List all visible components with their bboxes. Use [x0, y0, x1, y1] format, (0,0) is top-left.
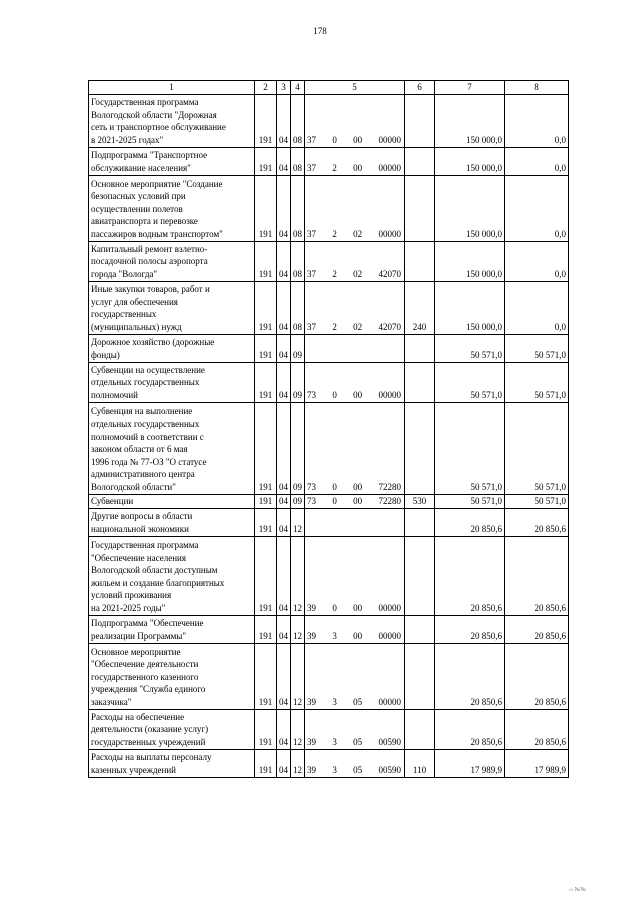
- subsection-code: 09: [291, 334, 305, 362]
- header-col-2: 2: [255, 81, 277, 95]
- code-part-activity: 00: [353, 163, 363, 173]
- code-part-activity: 00: [353, 496, 363, 506]
- amount-col-8: 50 571,0: [505, 334, 569, 362]
- row-name-cell: [89, 536, 255, 615]
- header-col-4: 4: [291, 81, 305, 95]
- subsection-code: 12: [291, 536, 305, 615]
- row-name: Расходы на обеспечение деятельности (оказание услуг) государственных учреждений: [91, 711, 209, 747]
- code-part-program: 39: [307, 765, 316, 775]
- code-part-program: 37: [307, 269, 316, 279]
- expense-type-code: [405, 615, 435, 643]
- row-name-cell: [89, 749, 255, 777]
- table-row: [89, 362, 569, 402]
- code-part-program: 37: [307, 135, 316, 145]
- code-part-program: 73: [307, 496, 316, 506]
- code-part-direction: 72280: [378, 496, 401, 506]
- row-name: Государственная программа "Обеспечение населения Вологодской области доступным жильем и создание благоприятных условий проживания на 2021-2025 годы": [91, 540, 225, 613]
- amount-col-7: 150 000,0: [435, 281, 505, 334]
- expense-type-code: [405, 94, 435, 147]
- row-name: Государственная программа Вологодской области "Дорожная сеть и транспортное обслуживание в 2021-2025 годах": [91, 97, 226, 145]
- amount-col-7: 150 000,0: [435, 94, 505, 147]
- table-row: [89, 94, 569, 147]
- admin-code: 191: [255, 494, 277, 508]
- section-code: 04: [277, 241, 291, 281]
- admin-code: 191: [255, 362, 277, 402]
- table-row: [89, 402, 569, 494]
- target-article-parts: [305, 495, 404, 508]
- code-part-subprogram: 2: [332, 163, 337, 173]
- amount-col-7: 150 000,0: [435, 147, 505, 175]
- code-part-activity: 02: [353, 229, 363, 239]
- code-part-direction: 00000: [378, 631, 401, 641]
- code-part-subprogram: 2: [332, 269, 337, 279]
- target-article-code: [305, 362, 405, 402]
- amount-col-7: 50 571,0: [435, 362, 505, 402]
- target-article-parts: [305, 696, 404, 709]
- code-part-subprogram: 0: [332, 482, 337, 492]
- row-name-cell: [89, 615, 255, 643]
- target-article-code: [305, 749, 405, 777]
- table-row: [89, 147, 569, 175]
- table-row: [89, 334, 569, 362]
- expense-type-code: [405, 643, 435, 709]
- row-name-cell: [89, 147, 255, 175]
- target-article-parts: [305, 134, 404, 147]
- code-part-subprogram: 3: [332, 765, 337, 775]
- code-part-subprogram: 0: [332, 135, 337, 145]
- amount-col-8: 20 850,6: [505, 615, 569, 643]
- code-part-activity: 02: [353, 322, 363, 332]
- table-row: [89, 241, 569, 281]
- footer-mark: ‹‹ №№: [569, 887, 586, 893]
- table-row: [89, 536, 569, 615]
- target-article-code: [305, 643, 405, 709]
- row-name: Основное мероприятие "Создание безопасных условий при осуществлении полетов авиатранспорта и перевозке пассажиров водным транспортом": [91, 178, 223, 239]
- table-row: [89, 615, 569, 643]
- section-code: 04: [277, 643, 291, 709]
- row-name-cell: [89, 508, 255, 536]
- section-code: 04: [277, 508, 291, 536]
- code-part-subprogram: 2: [332, 322, 337, 332]
- subsection-code: 09: [291, 402, 305, 494]
- row-name-cell: [89, 334, 255, 362]
- row-name: Субвенция на выполнение отдельных государственных полномочий в соответствии с законом области от 6 мая 1996 года № 77-ОЗ "О статусе административного центра Вологодской области": [91, 406, 207, 492]
- section-code: 04: [277, 281, 291, 334]
- header-col-7: 7: [435, 81, 505, 95]
- header-col-8: 8: [505, 81, 569, 95]
- table-row: [89, 281, 569, 334]
- target-article-code: [305, 615, 405, 643]
- amount-col-7: 20 850,6: [435, 508, 505, 536]
- subsection-code: 09: [291, 362, 305, 402]
- amount-col-8: 0,0: [505, 281, 569, 334]
- section-code: 04: [277, 615, 291, 643]
- amount-col-8: 0,0: [505, 94, 569, 147]
- row-name-cell: [89, 494, 255, 508]
- table-row: [89, 508, 569, 536]
- code-part-direction: 00000: [378, 603, 401, 613]
- code-part-activity: 05: [353, 697, 363, 707]
- amount-col-7: 150 000,0: [435, 175, 505, 241]
- expense-type-code: [405, 508, 435, 536]
- amount-col-7: 17 989,9: [435, 749, 505, 777]
- table-body: [89, 81, 569, 778]
- amount-col-8: 0,0: [505, 147, 569, 175]
- row-name: Расходы на выплаты персоналу казенных учреждений: [91, 752, 212, 775]
- expense-type-code: [405, 147, 435, 175]
- admin-code: 191: [255, 94, 277, 147]
- budget-table: [88, 80, 569, 778]
- code-part-subprogram: 2: [332, 229, 337, 239]
- target-article-code: [305, 536, 405, 615]
- code-part-direction: 42070: [378, 269, 401, 279]
- code-part-subprogram: 3: [332, 737, 337, 747]
- expense-type-code: [405, 402, 435, 494]
- code-part-program: 39: [307, 697, 316, 707]
- code-part-program: 73: [307, 482, 316, 492]
- target-article-parts: [305, 630, 404, 643]
- code-part-program: 39: [307, 603, 316, 613]
- code-part-activity: 02: [353, 269, 363, 279]
- expense-type-code: [405, 334, 435, 362]
- code-part-direction: 00000: [378, 697, 401, 707]
- target-article-code: [305, 241, 405, 281]
- row-name: Основное мероприятие "Обеспечение деятельности государственного казенного учреждения "Служба единого заказчика": [91, 646, 206, 707]
- amount-col-8: 20 850,6: [505, 709, 569, 749]
- target-article-code: [305, 147, 405, 175]
- admin-code: 191: [255, 643, 277, 709]
- expense-type-code: [405, 175, 435, 241]
- amount-col-7: 20 850,6: [435, 536, 505, 615]
- code-part-direction: 72280: [378, 482, 401, 492]
- admin-code: 191: [255, 749, 277, 777]
- amount-col-8: 0,0: [505, 241, 569, 281]
- row-name-cell: [89, 643, 255, 709]
- target-article-parts: [305, 764, 404, 777]
- amount-col-8: 50 571,0: [505, 494, 569, 508]
- amount-col-7: 20 850,6: [435, 643, 505, 709]
- amount-col-8: 20 850,6: [505, 643, 569, 709]
- row-name-cell: [89, 241, 255, 281]
- section-code: 04: [277, 749, 291, 777]
- row-name: Капитальный ремонт взлетно- посадочной полосы аэропорта города "Вологда": [91, 243, 208, 279]
- row-name: Дорожное хозяйство (дорожные фонды): [91, 337, 215, 360]
- code-part-direction: 00590: [378, 765, 401, 775]
- table-row: [89, 643, 569, 709]
- row-name-cell: [89, 709, 255, 749]
- expense-type-code: [405, 536, 435, 615]
- section-code: 04: [277, 147, 291, 175]
- row-name: Другие вопросы в области национальной экономики: [91, 511, 193, 534]
- header-col-3: 3: [277, 81, 291, 95]
- target-article-code: [305, 494, 405, 508]
- section-code: 04: [277, 175, 291, 241]
- code-part-direction: 00590: [378, 737, 401, 747]
- row-name-cell: [89, 402, 255, 494]
- code-part-activity: 00: [353, 135, 363, 145]
- admin-code: 191: [255, 709, 277, 749]
- section-code: 04: [277, 362, 291, 402]
- code-part-activity: 00: [353, 482, 363, 492]
- admin-code: 191: [255, 508, 277, 536]
- code-part-subprogram: 0: [332, 390, 337, 400]
- target-article-parts: [305, 321, 404, 334]
- amount-col-7: 20 850,6: [435, 615, 505, 643]
- code-part-activity: 05: [353, 737, 363, 747]
- admin-code: 191: [255, 536, 277, 615]
- row-name: Подпрограмма "Транспортное обслуживание населения": [91, 150, 208, 173]
- code-part-program: 37: [307, 163, 316, 173]
- amount-col-7: 50 571,0: [435, 334, 505, 362]
- table-row: [89, 709, 569, 749]
- subsection-code: 08: [291, 175, 305, 241]
- subsection-code: 12: [291, 749, 305, 777]
- amount-col-7: 20 850,6: [435, 709, 505, 749]
- subsection-code: 12: [291, 643, 305, 709]
- amount-col-8: 20 850,6: [505, 508, 569, 536]
- amount-col-8: 50 571,0: [505, 402, 569, 494]
- header-col-5: 5: [305, 81, 405, 95]
- amount-col-8: 50 571,0: [505, 362, 569, 402]
- code-part-direction: 00000: [378, 163, 401, 173]
- row-name: Подпрограмма "Обеспечение реализации Программы": [91, 618, 204, 641]
- code-part-subprogram: 3: [332, 631, 337, 641]
- amount-col-7: 150 000,0: [435, 241, 505, 281]
- code-part-program: 37: [307, 229, 316, 239]
- target-article-code: [305, 402, 405, 494]
- target-article-parts: [305, 162, 404, 175]
- target-article-code: [305, 94, 405, 147]
- code-part-direction: 42070: [378, 322, 401, 332]
- code-part-activity: 00: [353, 631, 363, 641]
- code-part-subprogram: 0: [332, 603, 337, 613]
- code-part-direction: 00000: [378, 229, 401, 239]
- table-header-row: [89, 81, 569, 95]
- subsection-code: 08: [291, 94, 305, 147]
- code-part-activity: 05: [353, 765, 363, 775]
- row-name: Иные закупки товаров, работ и услуг для обеспечения государственных (муниципальных) нужд: [91, 284, 210, 332]
- expense-type-code: [405, 241, 435, 281]
- target-article-parts: [305, 268, 404, 281]
- expense-type-code: 240: [405, 281, 435, 334]
- row-name-cell: [89, 175, 255, 241]
- code-part-activity: 00: [353, 603, 363, 613]
- subsection-code: 09: [291, 494, 305, 508]
- page-number: 178: [313, 26, 327, 36]
- subsection-code: 12: [291, 615, 305, 643]
- section-code: 04: [277, 94, 291, 147]
- subsection-code: 08: [291, 147, 305, 175]
- admin-code: 191: [255, 402, 277, 494]
- admin-code: 191: [255, 334, 277, 362]
- code-part-direction: 00000: [378, 135, 401, 145]
- code-part-subprogram: 0: [332, 496, 337, 506]
- admin-code: 191: [255, 175, 277, 241]
- target-article-parts: [305, 481, 404, 494]
- subsection-code: 08: [291, 281, 305, 334]
- table-row: [89, 749, 569, 777]
- target-article-code: [305, 508, 405, 536]
- code-part-program: 39: [307, 631, 316, 641]
- target-article-code: [305, 334, 405, 362]
- table-row: [89, 175, 569, 241]
- subsection-code: 12: [291, 709, 305, 749]
- code-part-activity: 00: [353, 390, 363, 400]
- admin-code: 191: [255, 281, 277, 334]
- target-article-code: [305, 175, 405, 241]
- row-name: Субвенции: [91, 496, 134, 506]
- code-part-direction: 00000: [378, 390, 401, 400]
- subsection-code: 12: [291, 508, 305, 536]
- admin-code: 191: [255, 615, 277, 643]
- header-col-6: 6: [405, 81, 435, 95]
- expense-type-code: [405, 709, 435, 749]
- code-part-program: 39: [307, 737, 316, 747]
- section-code: 04: [277, 402, 291, 494]
- admin-code: 191: [255, 147, 277, 175]
- row-name: Субвенции на осуществление отдельных государственных полномочий: [91, 364, 205, 400]
- code-part-program: 73: [307, 390, 316, 400]
- row-name-cell: [89, 281, 255, 334]
- section-code: 04: [277, 536, 291, 615]
- target-article-parts: [305, 736, 404, 749]
- admin-code: 191: [255, 241, 277, 281]
- amount-col-8: 0,0: [505, 175, 569, 241]
- table-row: [89, 494, 569, 508]
- row-name-cell: [89, 362, 255, 402]
- amount-col-7: 50 571,0: [435, 494, 505, 508]
- amount-col-8: 17 989,9: [505, 749, 569, 777]
- target-article-code: [305, 281, 405, 334]
- subsection-code: 08: [291, 241, 305, 281]
- expense-type-code: 530: [405, 494, 435, 508]
- target-article-parts: [305, 228, 404, 241]
- target-article-code: [305, 709, 405, 749]
- section-code: 04: [277, 709, 291, 749]
- target-article-parts: [305, 602, 404, 615]
- amount-col-7: 50 571,0: [435, 402, 505, 494]
- code-part-program: 37: [307, 322, 316, 332]
- code-part-subprogram: 3: [332, 697, 337, 707]
- amount-col-8: 20 850,6: [505, 536, 569, 615]
- section-code: 04: [277, 334, 291, 362]
- target-article-parts: [305, 389, 404, 402]
- expense-type-code: [405, 362, 435, 402]
- section-code: 04: [277, 494, 291, 508]
- header-col-1: 1: [89, 81, 255, 95]
- row-name-cell: [89, 94, 255, 147]
- expense-type-code: 110: [405, 749, 435, 777]
